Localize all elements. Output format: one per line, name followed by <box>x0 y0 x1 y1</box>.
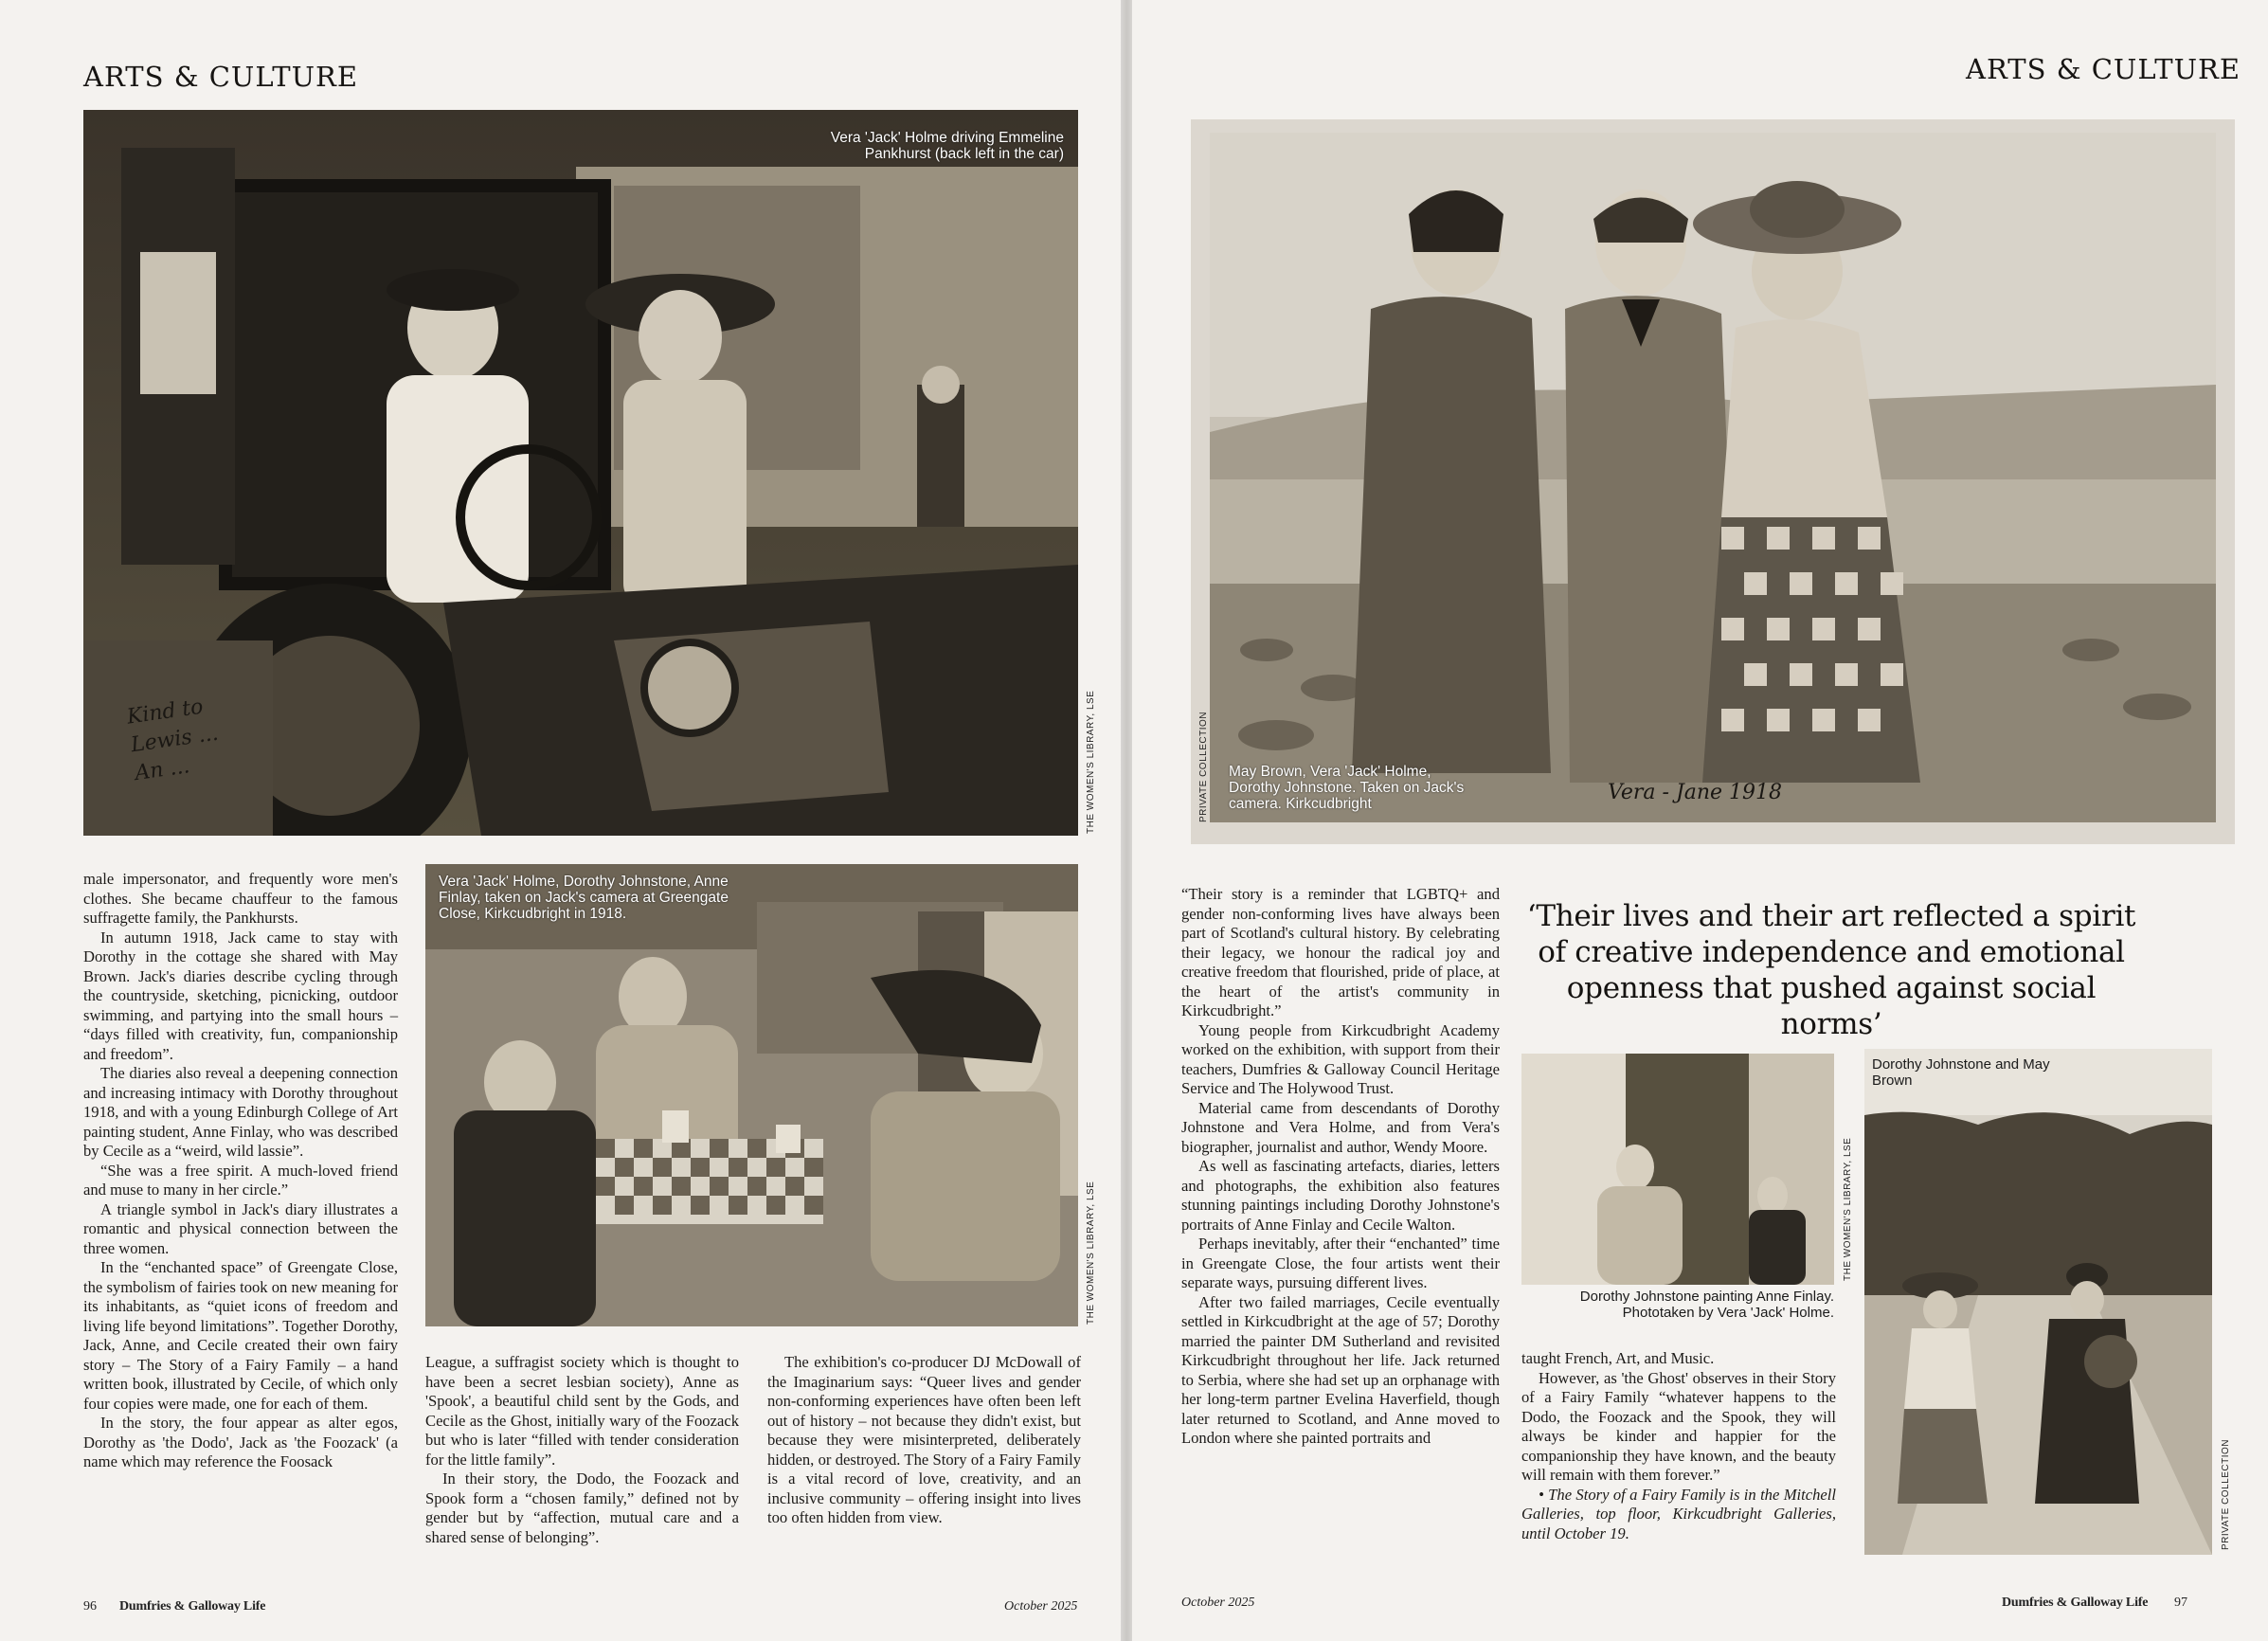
issue-date-right: October 2025 <box>1181 1596 1255 1610</box>
photo3-credit: PRIVATE COLLECTION <box>1198 712 1209 822</box>
left-text-column-1 <box>83 870 398 1472</box>
section-header-left: ARTS & CULTURE <box>83 61 359 93</box>
photo1-credit: THE WOMEN'S LIBRARY, LSE <box>1086 690 1096 834</box>
photo1-handwriting: Kind to Lewis ... An ... <box>125 694 220 786</box>
page-number-left: 96 <box>83 1599 97 1614</box>
paragraph: Material came from descendants of Dorothy Johnstone and Vera Holme, and from Vera's biographer, journalist and author, Wendy Moore. <box>1181 1098 1500 1156</box>
paragraph: A triangle symbol in Jack's diary illustrates a romantic and physical connection between the three women. <box>83 1199 398 1257</box>
photo-three-women <box>1191 119 2235 844</box>
left-text-column-2 <box>425 1353 739 1547</box>
photo-dorothy-may <box>1864 1049 2212 1555</box>
photo3-caption: May Brown, Vera 'Jack' Holme, Dorothy Johnstone. Taken on Jack's camera. Kirkcudbright <box>1229 764 1465 812</box>
paragraph: “Their story is a reminder that LGBTQ+ and gender non-conforming lives have always been part of Scotland's cultural history. By celebrating their legacy, we honour the radical joy and creative freedom that flourished, pride of place, at the heart of the artist's community in Kirkcudbright.” <box>1181 885 1500 1019</box>
paragraph: In their story, the Dodo, the Foozack and Spook form a “chosen family,” defined not by gender but by “affection, mutual care and a shared sense of belonging”. <box>425 1470 739 1546</box>
paragraph: However, as 'the Ghost' observes in their Story of a Fairy Family “whatever happens to the Dodo, the Foozack and the Spook, they will always be kinder and happier for the companionship they have known, and the beauty will remain with them forever.” <box>1521 1368 1836 1484</box>
right-page <box>1132 0 2268 1641</box>
photo4-caption: Dorothy Johnstone painting Anne Finlay. Phototaken by Vera 'Jack' Holme. <box>1579 1289 1834 1321</box>
page-number-right: 97 <box>2174 1596 2187 1610</box>
photo1-caption: Vera 'Jack' Holme driving Emmeline Pankhurst (back left in the car) <box>830 130 1064 162</box>
left-page <box>0 0 1123 1641</box>
right-text-column-2 <box>1521 1349 1836 1543</box>
photo2-caption: Vera 'Jack' Holme, Dorothy Johnstone, Anne Finlay, taken on Jack's camera at Greengate Close, Kirkcudbright in 1918. <box>439 874 729 922</box>
paragraph: In the “enchanted space” of Greengate Close, the symbolism of fairies took on new meaning for its inhabitants, as “quiet icons of freedom and living life beyond limitations”. Together Dorothy, Jack, Anne, and Cecile created their own fairy story – The Story of a Fairy Family – a hand written book, illustrated by Cecile, of which only four copies were made, one for each of them. <box>83 1258 398 1413</box>
section-header-right: ARTS & CULTURE <box>1966 53 2241 85</box>
paragraph: League, a suffragist society which is thought to have been a secret lesbian society), Anne as 'Spook', a beautiful child sent by the Gods, and Cecile as the Ghost, initially wary of the Foozack but who is later “filled with tender consideration for the little family”. <box>425 1353 739 1469</box>
photo-car-pankhurst <box>83 110 1078 836</box>
paragraph: male impersonator, and frequently wore men's clothes. She became chauffeur to the famous suffragette family, the Pankhursts. <box>83 870 398 927</box>
photo-painting-anne <box>1521 1054 1834 1285</box>
photo2-credit: THE WOMEN'S LIBRARY, LSE <box>1086 1181 1096 1325</box>
photo5-caption: Dorothy Johnstone and May Brown <box>1872 1056 2050 1089</box>
paragraph: taught French, Art, and Music. <box>1521 1349 1715 1367</box>
photo4-credit: THE WOMEN'S LIBRARY, LSE <box>1843 1137 1853 1281</box>
paragraph: The diaries also reveal a deepening connection and increasing intimacy with Dorothy throughout 1918, and with a young Edinburgh College of Art painting student, Anne Finlay, who was described by Cecile as a “weird, wild lassie”. <box>83 1064 398 1160</box>
left-text-column-3 <box>767 1353 1081 1528</box>
paragraph: The exhibition's co-producer DJ McDowall of the Imaginarium says: “Queer lives and gender non-conforming experiences have often been left out of history – not because they didn't exist, but because they were misinterpreted, deliberately hidden, or destroyed. The Story of a Fairy Family is a vital record of love, creativity, and an inclusive community – offering insight into lives too often hidden from view. <box>767 1353 1081 1526</box>
magazine-name-right: Dumfries & Galloway Life <box>2002 1596 2149 1610</box>
photo5-credit: PRIVATE COLLECTION <box>2221 1439 2231 1550</box>
right-text-column-1 <box>1181 885 1500 1449</box>
paragraph: In the story, the four appear as alter egos, Dorothy as 'the Dodo', Jack as 'the Foozack' (a name which may reference the Foosack <box>83 1414 398 1470</box>
issue-date-left: October 2025 <box>1004 1599 1078 1614</box>
paragraph: As well as fascinating artefacts, diaries, letters and photographs, the exhibition also features stunning paintings including Dorothy Johnstone's portraits of Anne Finlay and Cecile Walton. <box>1181 1157 1500 1234</box>
paragraph: “She was a free spirit. A much-loved friend and muse to many in her circle.” <box>83 1161 398 1199</box>
paragraph: Perhaps inevitably, after their “enchanted” time in Greengate Close, the four artists went their separate ways, pursuing different lives. <box>1181 1235 1500 1291</box>
photo-greengate-close <box>425 864 1078 1326</box>
magazine-name-left: Dumfries & Galloway Life <box>119 1599 266 1614</box>
paragraph: In autumn 1918, Jack came to stay with Dorothy in the cottage she shared with May Brown. Jack's diaries describe cycling through the countryside, sketching, picnicking, outdoor swimming, and partying into the small hours – “days filled with creativity, fun, companionship and freedom”. <box>83 928 398 1063</box>
paragraph: Young people from Kirkcudbright Academy worked on the exhibition, with support from their teachers, Dumfries & Galloway Council Heritage Service and The Holywood Trust. <box>1181 1020 1500 1097</box>
exhibition-note: • The Story of a Fairy Family is in the Mitchell Galleries, top floor, Kirkcudbright Galleries, until October 19. <box>1521 1485 1836 1542</box>
photo3-handwriting: Vera - Jane 1918 <box>1608 781 1783 804</box>
paragraph: After two failed marriages, Cecile eventually settled in Kirkcudbright at the age of 57; Dorothy married the painter DM Sutherland and revisited Kirkcudbright throughout her life. Jack returned to Serbia, where she had set up an orphanage with her long-term partner Evelina Haverfield, though later returned to Scotland, and Anne moved to London where she painted portraits and <box>1181 1292 1500 1447</box>
pull-quote: ‘Their lives and their art reflected a spirit of creative independence and emotional openness that pushed against social norms’ <box>1526 899 2136 1041</box>
